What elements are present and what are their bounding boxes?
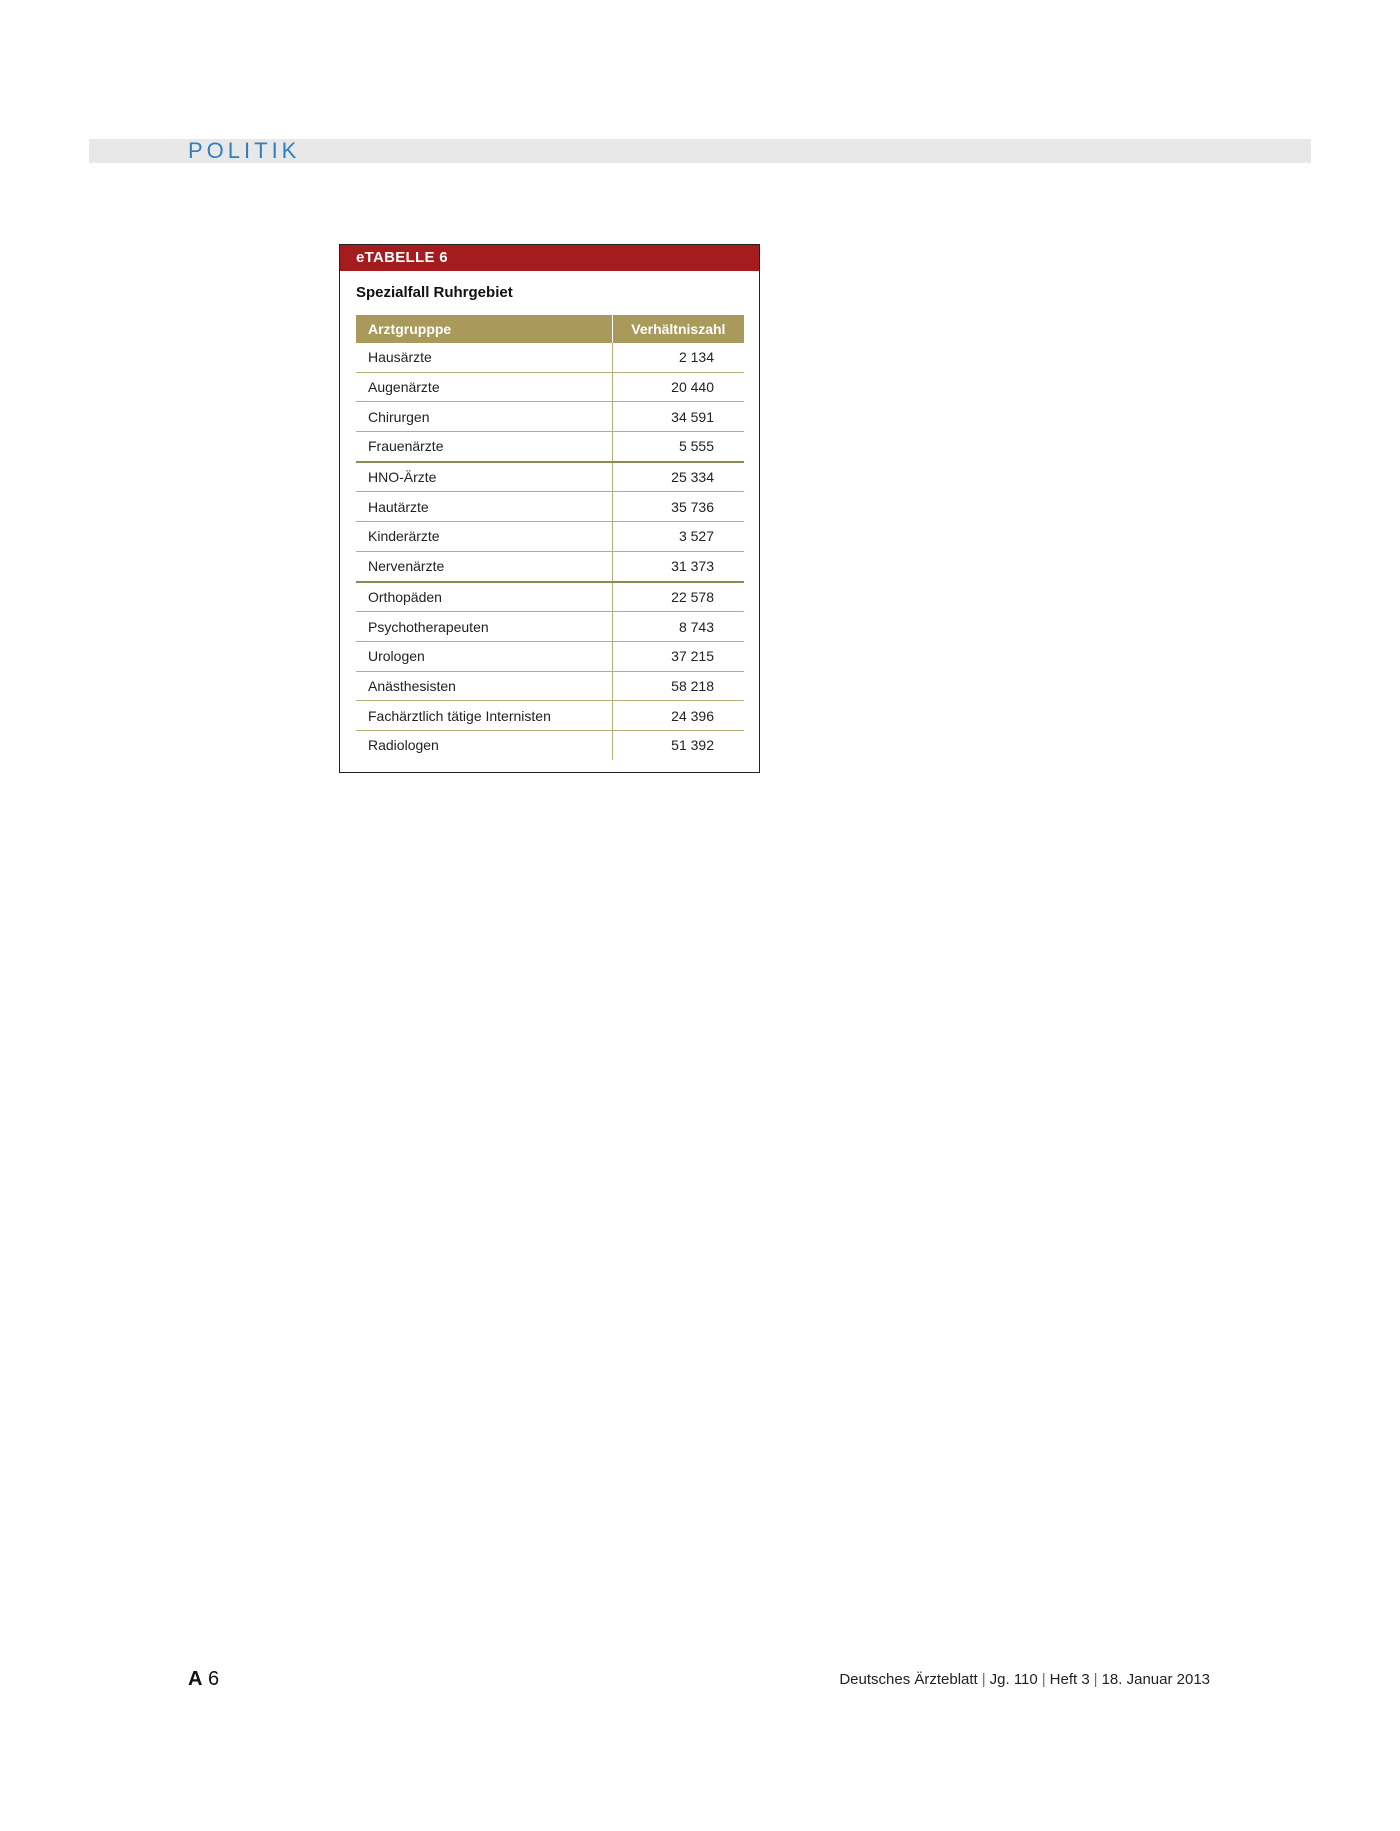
cell-group: Fachärztlich tätige Internisten [356, 701, 612, 731]
separator: | [981, 1671, 986, 1688]
cell-ratio: 3 527 [612, 522, 744, 552]
table-title: Spezialfall Ruhrgebiet [356, 284, 513, 301]
cell-group: Kinderärzte [356, 522, 612, 552]
table-row [356, 462, 744, 492]
cell-ratio: 2 134 [612, 343, 744, 372]
cell-ratio: 31 373 [612, 551, 744, 581]
table-row [356, 432, 744, 462]
cell-ratio: 37 215 [612, 641, 744, 671]
page-number [188, 1668, 219, 1691]
cell-ratio: 58 218 [612, 671, 744, 701]
table-row [356, 671, 744, 701]
journal-issue: Heft 3 [1049, 1671, 1090, 1688]
cell-group: Orthopäden [356, 582, 612, 612]
table-row [356, 730, 744, 759]
cell-ratio: 24 396 [612, 701, 744, 731]
table-row [356, 402, 744, 432]
cell-ratio: 8 743 [612, 612, 744, 642]
cell-group: Radiologen [368, 737, 439, 754]
table-row [356, 701, 744, 731]
cell-ratio: 35 736 [612, 492, 744, 522]
footer-meta [839, 1671, 1210, 1688]
table-row [356, 522, 744, 552]
data-table [356, 315, 744, 760]
table-row [356, 612, 744, 642]
table-row [356, 582, 744, 612]
table-row [356, 641, 744, 671]
journal-date: 18. Januar 2013 [1101, 1671, 1210, 1688]
section-label: POLITIK [188, 138, 301, 163]
column-header-ratio: Verhältniszahl [612, 315, 744, 343]
cell-ratio: 5 555 [612, 432, 744, 462]
table-row [356, 343, 744, 372]
column-header-group: Arztgrupppe [356, 315, 612, 343]
page-num: 6 [208, 1668, 220, 1690]
cell-ratio: 51 392 [612, 730, 744, 759]
separator: | [1041, 1671, 1046, 1688]
cell-group: Psychotherapeuten [356, 612, 612, 642]
table-row [356, 372, 744, 402]
journal-volume: Jg. 110 [989, 1671, 1038, 1688]
section-header-bar [89, 139, 1311, 163]
cell-group: Urologen [356, 641, 612, 671]
cell-ratio: 20 440 [612, 372, 744, 402]
table-label: eTABELLE 6 [340, 245, 759, 271]
cell-ratio: 25 334 [612, 462, 744, 492]
journal-name: Deutsches Ärzteblatt [839, 1671, 978, 1688]
table-header-row [356, 315, 744, 343]
cell-ratio: 34 591 [612, 402, 744, 432]
cell-group: Nervenärzte [356, 551, 612, 581]
cell-group: Frauenärzte [356, 432, 612, 462]
table-row [356, 492, 744, 522]
cell-group: Hausärzte [356, 343, 612, 372]
cell-group: Chirurgen [356, 402, 612, 432]
separator: | [1093, 1671, 1098, 1688]
cell-group: HNO-Ärzte [356, 462, 612, 492]
cell-group: Augenärzte [356, 372, 612, 402]
page-letter: A [188, 1668, 203, 1690]
table-row [356, 551, 744, 581]
etable-box [339, 244, 760, 773]
cell-ratio: 22 578 [612, 582, 744, 612]
cell-group: Anästhesisten [356, 671, 612, 701]
cell-group: Hautärzte [356, 492, 612, 522]
